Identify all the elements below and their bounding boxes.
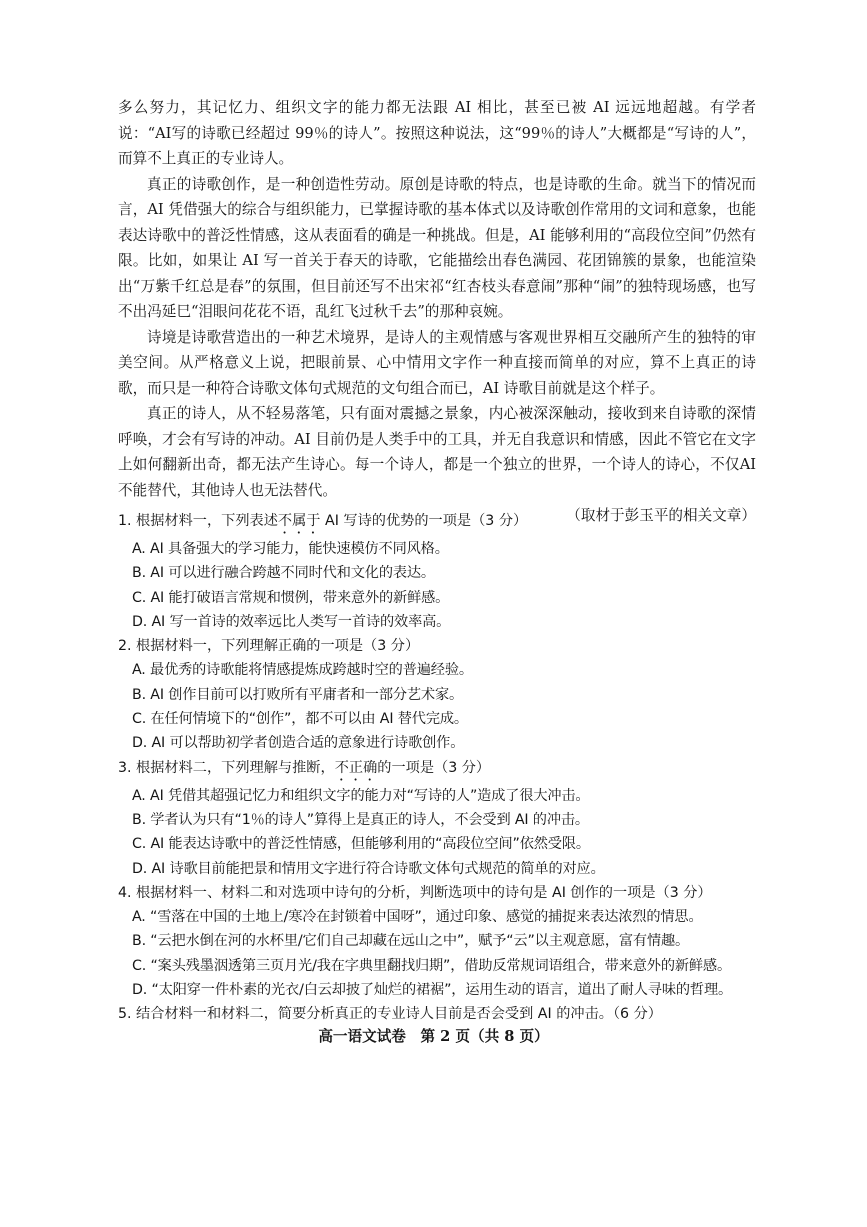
option-a: A. AI 凭借其超强记忆力和组织文字的能力对“写诗的人”造成了很大冲击。 bbox=[132, 787, 590, 804]
option-a: A. “雪落在中国的土地上/寒冷在封锁着中国呀”，通过印象、感觉的捕捉来表达浓烈的情思。 bbox=[132, 909, 703, 926]
option-c: C. AI 能打破语言常规和惯例，带来意外的新鲜感。 bbox=[132, 589, 450, 606]
question-stem-text: 3. 根据材料二，下列理解与推断， bbox=[118, 759, 335, 776]
option-a: A. 最优秀的诗歌能将情感提炼成跨越时空的普遍经验。 bbox=[132, 662, 473, 679]
page-footer: 高一语文试卷 第 2 页（共 8 页） bbox=[318, 1028, 549, 1045]
question-list bbox=[118, 509, 763, 1027]
emphasized-keyword: 不属于 bbox=[277, 513, 321, 529]
question-stem: 4. 根据材料一、材料二和对选项中诗句的分析，判断选项中的诗句是 AI 创作的一项是（3 分） bbox=[118, 884, 712, 901]
passage-source: （取材于彭玉平的相关文章） bbox=[566, 507, 756, 524]
question-stem: 5. 结合材料一和材料二，简要分析真正的专业诗人目前是否会受到 AI 的冲击。（6 分） bbox=[118, 1006, 662, 1023]
passage-paragraph: 诗境是诗歌营造出的一种艺术境界，是诗人的主观情感与客观世界相互交融所产生的独特的审美空间。从严格意义上说，把眼前景、心中情用文字作一种直接而简单的对应，算不上真正的诗歌，而只是一种符合诗歌文体句式规范的文句组合而已，AI 诗歌目前就是这个样子。 bbox=[118, 328, 756, 397]
option-c: C. 在任何情境下的“创作”，都不可以由 AI 替代完成。 bbox=[132, 711, 468, 728]
question-5 bbox=[118, 1002, 763, 1026]
emphasized-keyword: 不正确 bbox=[334, 759, 378, 776]
option-b: B. AI 创作目前可以打败所有平庸者和一部分艺术家。 bbox=[132, 686, 464, 703]
question-stem bbox=[118, 756, 763, 784]
passage-paragraph: 多么努力，其记忆力、组织文字的能力都无法跟 AI 相比，甚至已被 AI 远远地超越。有学者说：“AI写的诗歌已经超过 99％的诗人”。按照这种说法，这“99％的诗人”大概都是“写诗的人”，而算不上真正的专业诗人。 bbox=[118, 99, 756, 167]
question-stem: 2. 根据材料一，下列理解正确的一项是（3 分） bbox=[118, 638, 420, 655]
question-stem-text: 1. 根据材料一，下列表述 bbox=[118, 513, 278, 529]
passage-paragraph: 真正的诗歌创作，是一种创造性劳动。原创是诗歌的特点，也是诗歌的生命。就当下的情况而言，AI 凭借强大的综合与组织能力，已掌握诗歌的基本体式以及诗歌创作常用的文词和意象，也能表达诗歌中的普泛性情感，这从表面看的确是一种挑战。但是，AI 能够利用的“高段位空间”仍然有限。比如，如果让 AI 写一首关于春天的诗歌，它能描绘出春色满园、花团锦簇的景象，也能渲染出“万紫千红总是春”的氛围，但目前还写不出宋祁“红杏枝头春意闹”那种“闹”的独特现场感，也写不出冯延巳“泪眼问花花不语，乱红飞过秋千去”的那种哀婉。 bbox=[118, 175, 756, 320]
option-d: D. AI 写一首诗的效率远比人类写一首诗的效率高。 bbox=[132, 613, 451, 630]
question-stem-text: 的一项是（3 分） bbox=[377, 759, 491, 776]
reading-passage bbox=[118, 95, 756, 529]
option-d: D. AI 可以帮助初学者创造合适的意象进行诗歌创作。 bbox=[132, 735, 465, 752]
option-b: B. 学者认为只有“1％的诗人”算得上是真正的诗人，不会受到 AI 的冲击。 bbox=[132, 811, 589, 828]
question-2 bbox=[118, 634, 763, 755]
option-c: C. “案头残墨洇透第三页月光/我在字典里翻找归期”，借助反常规词语组合，带来意外的新鲜感。 bbox=[132, 957, 732, 974]
option-b: B. “云把水倒在河的水杯里/它们自己却藏在远山之中”，赋予“云”以主观意愿，富有情趣。 bbox=[132, 933, 690, 950]
question-3 bbox=[118, 756, 763, 881]
option-b: B. AI 可以进行融合跨越不同时代和文化的表达。 bbox=[132, 565, 435, 582]
question-stem bbox=[118, 509, 763, 537]
question-4 bbox=[118, 881, 763, 1002]
passage-paragraph: 真正的诗人，从不轻易落笔，只有面对震撼之景象，内心被深深触动，接收到来自诗歌的深情呼唤，才会有写诗的冲动。AI 目前仍是人类手中的工具，并无自我意识和情感，因此不管它在文字上如何翻新出奇，都无法产生诗心。每一个诗人，都是一个独立的世界，一个诗人的诗心，不仅AI 不能替代，其他诗人也无法替代。 bbox=[118, 405, 756, 499]
question-1 bbox=[118, 509, 763, 634]
option-c: C. AI 能表达诗歌中的普泛性情感，但能够利用的“高段位空间”依然受限。 bbox=[132, 836, 590, 853]
option-d: D. AI 诗歌目前能把景和情用文字进行符合诗歌文体句式规范的简单的对应。 bbox=[132, 860, 605, 877]
question-stem-text: AI 写诗的优势的一项是（3 分） bbox=[320, 513, 528, 529]
option-a: A. AI 具备强大的学习能力，能快速模仿不同风格。 bbox=[132, 541, 449, 557]
option-d: D. “太阳穿一件朴素的光衣/白云却披了灿烂的裙裾”，运用生动的语言，道出了耐人寻味的哲理。 bbox=[132, 982, 733, 999]
